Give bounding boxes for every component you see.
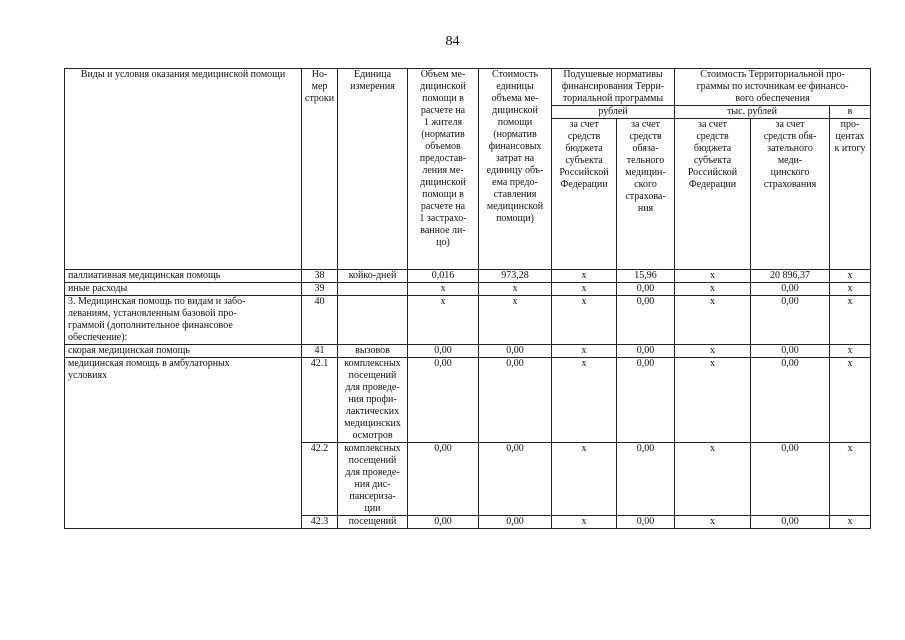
row-per-capita-oms: 0,00 xyxy=(617,358,675,443)
row-cost-oms: 0,00 xyxy=(751,345,830,358)
row-number: 41 xyxy=(302,345,338,358)
row-per-capita-budget: x xyxy=(552,358,617,443)
row-cost-budget: x xyxy=(675,516,751,529)
header-row-number: Но- мер строки xyxy=(302,69,338,270)
row-per-capita-oms: 0,00 xyxy=(617,345,675,358)
row-volume: x xyxy=(408,283,479,296)
row-cost-oms: 0,00 xyxy=(751,283,830,296)
row-number: 42.2 xyxy=(302,443,338,516)
row-unit-cost: 0,00 xyxy=(479,358,552,443)
row-per-capita-oms: 15,96 xyxy=(617,270,675,283)
row-cost-oms: 0,00 xyxy=(751,358,830,443)
row-per-capita-oms: 0,00 xyxy=(617,516,675,529)
header-volume: Объем ме- дицинской помощи в расчете на 1 жителя (норматив объемов предостав- ления ме- дицинской помощи в расчете на 1 застрахо- ванное ли- цо) xyxy=(408,69,479,270)
header-per-capita-group: Подушевые нормативы финансирования Терри- ториальной программы xyxy=(552,69,675,106)
row-name: медицинская помощь в амбулаторных условиях xyxy=(65,358,302,529)
row-unit: комплексных посещений для проведе- ния дис- пансериза- ции xyxy=(338,443,408,516)
table-header xyxy=(65,69,871,270)
table-body xyxy=(65,270,871,529)
row-unit-cost: 0,00 xyxy=(479,345,552,358)
row-cost-percent: x xyxy=(830,345,871,358)
row-per-capita-budget: x xyxy=(552,296,617,345)
row-cost-budget: x xyxy=(675,443,751,516)
row-cost-percent: x xyxy=(830,270,871,283)
row-name: 3. Медицинская помощь по видам и забо- леваниям, установленным базовой про- граммой (дополнительное финансовое обеспечение): xyxy=(65,296,302,345)
row-per-capita-budget: x xyxy=(552,270,617,283)
row-per-capita-budget: x xyxy=(552,516,617,529)
row-per-capita-budget: x xyxy=(552,283,617,296)
table-row xyxy=(65,283,871,296)
row-cost-budget: x xyxy=(675,283,751,296)
page-number: 84 xyxy=(445,34,460,49)
row-cost-oms: 20 896,37 xyxy=(751,270,830,283)
row-volume: x xyxy=(408,296,479,345)
row-volume: 0,00 xyxy=(408,358,479,443)
row-number: 42.1 xyxy=(302,358,338,443)
header-types: Виды и условия оказания медицинской помощи xyxy=(65,69,302,270)
row-unit: комплексных посещений для проведе- ния профи- лактических медицинских осмотров xyxy=(338,358,408,443)
row-per-capita-oms: 0,00 xyxy=(617,443,675,516)
header-cost-group: Стоимость Территориальной про- граммы по источникам ее финансо- вого обеспечения xyxy=(675,69,871,106)
row-unit-cost: 973,28 xyxy=(479,270,552,283)
row-unit: койко-дней xyxy=(338,270,408,283)
row-name: паллиативная медицинская помощь xyxy=(65,270,302,283)
row-cost-oms: 0,00 xyxy=(751,296,830,345)
row-unit-cost: 0,00 xyxy=(479,443,552,516)
header-unit-cost: Стоимость единицы объема ме- дицинской помощи (норматив финансовых затрат на единицу объ- ема предо- ставления медицинской помощи) xyxy=(479,69,552,270)
row-number: 40 xyxy=(302,296,338,345)
header-percent-top: в xyxy=(830,106,871,119)
header-per-capita-oms: за счет средств обяза- тельного медицин- ского страхова- ния xyxy=(617,119,675,270)
row-unit-cost: x xyxy=(479,296,552,345)
row-cost-oms: 0,00 xyxy=(751,516,830,529)
row-per-capita-budget: x xyxy=(552,443,617,516)
row-volume: 0,016 xyxy=(408,270,479,283)
row-cost-budget: x xyxy=(675,358,751,443)
header-cost-budget: за счет средств бюджета субъекта Российской Федерации xyxy=(675,119,751,270)
row-unit xyxy=(338,296,408,345)
row-unit-cost: 0,00 xyxy=(479,516,552,529)
table-row xyxy=(65,296,871,345)
row-cost-percent: x xyxy=(830,283,871,296)
table-row xyxy=(65,358,871,443)
header-per-capita-unit: рублей xyxy=(552,106,675,119)
row-cost-percent: x xyxy=(830,358,871,443)
financing-table xyxy=(64,68,871,529)
row-unit-cost: x xyxy=(479,283,552,296)
header-per-capita-budget: за счет средств бюджета субъекта Российской Федерации xyxy=(552,119,617,270)
row-name: скорая медицинская помощь xyxy=(65,345,302,358)
header-unit: Единица измерения xyxy=(338,69,408,270)
row-name: иные расходы xyxy=(65,283,302,296)
row-cost-percent: x xyxy=(830,296,871,345)
row-cost-budget: x xyxy=(675,296,751,345)
row-volume: 0,00 xyxy=(408,345,479,358)
row-unit xyxy=(338,283,408,296)
row-per-capita-budget: x xyxy=(552,345,617,358)
row-unit: посещений xyxy=(338,516,408,529)
row-per-capita-oms: 0,00 xyxy=(617,283,675,296)
row-cost-budget: x xyxy=(675,270,751,283)
row-per-capita-oms: 0,00 xyxy=(617,296,675,345)
row-cost-budget: x xyxy=(675,345,751,358)
row-volume: 0,00 xyxy=(408,516,479,529)
row-cost-percent: x xyxy=(830,443,871,516)
row-cost-oms: 0,00 xyxy=(751,443,830,516)
row-number: 38 xyxy=(302,270,338,283)
row-number: 42.3 xyxy=(302,516,338,529)
table-row xyxy=(65,345,871,358)
header-cost-unit: тыс. рублей xyxy=(675,106,830,119)
row-number: 39 xyxy=(302,283,338,296)
header-cost-oms: за счет средств обя- зательного меди- цинского страхования xyxy=(751,119,830,270)
table-row xyxy=(65,270,871,283)
row-volume: 0,00 xyxy=(408,443,479,516)
row-cost-percent: x xyxy=(830,516,871,529)
header-cost-percent: про- центах к итогу xyxy=(830,119,871,270)
row-unit: вызовов xyxy=(338,345,408,358)
